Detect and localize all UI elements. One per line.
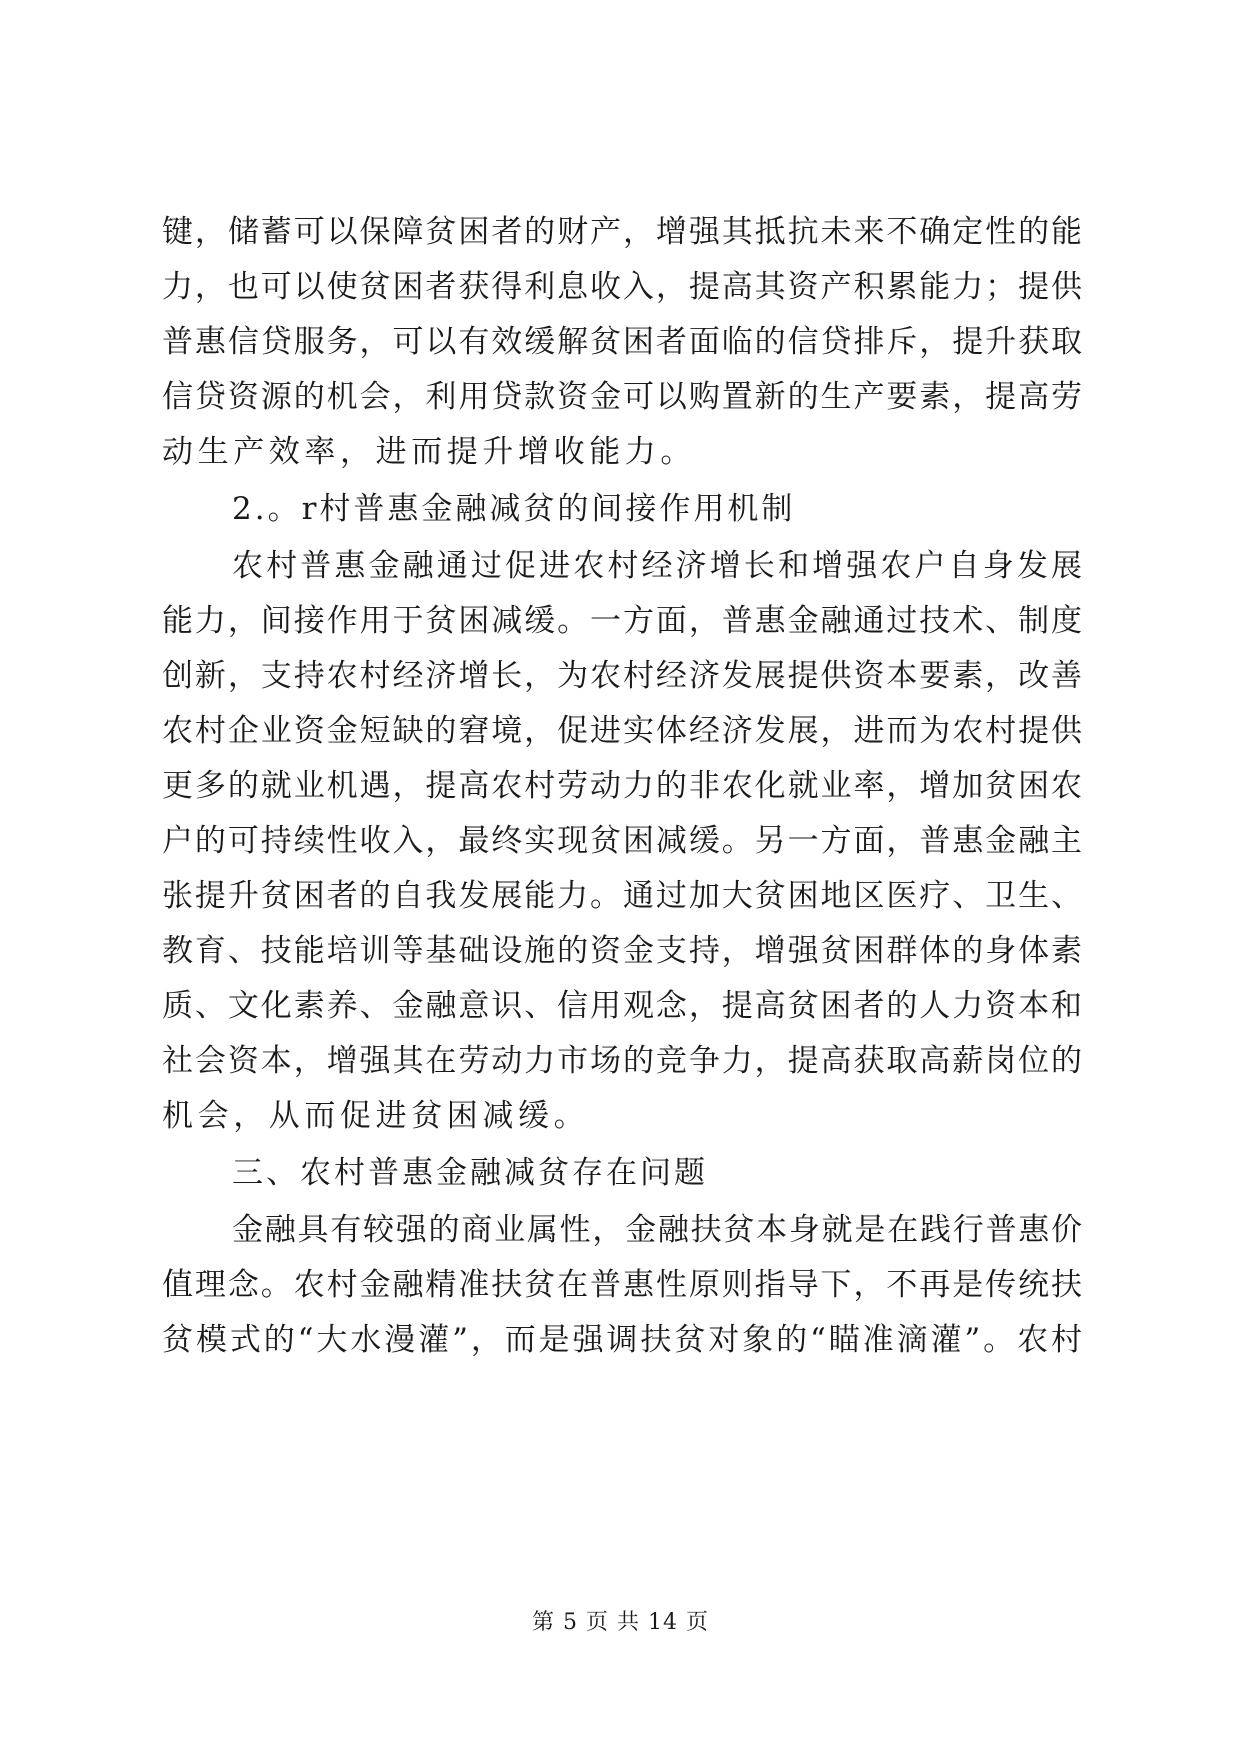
section-heading: 三、农村普惠金融减贫存在问题 xyxy=(232,1155,708,1191)
text-line: 教育、技能培训等基础设施的资金支持，增强贫困群体的身体素 xyxy=(162,933,1082,969)
text-line: 社会资本，增强其在劳动力市场的竞争力，提高获取高薪岗位的 xyxy=(162,1043,1082,1079)
page-number-footer: 第 5 页 共 14 页 xyxy=(532,1610,709,1635)
text-line: 创新，支持农村经济增长，为农村经济发展提供资本要素，改善 xyxy=(162,658,1082,694)
text-line: 贫模式的“大水漫灌”，而是强调扶贫对象的“瞄准滴灌”。农村 xyxy=(162,1322,1082,1358)
text-line: 能力，间接作用于贫困减缓。一方面，普惠金融通过技术、制度 xyxy=(162,603,1082,639)
text-line: 更多的就业机遇，提高农村劳动力的非农化就业率，增加贫困农 xyxy=(162,768,1082,804)
text-line: 普惠信贷服务，可以有效缓解贫困者面临的信贷排斥，提升获取 xyxy=(162,324,1082,360)
text-line: 动生产效率，进而提升增收能力。 xyxy=(162,434,696,470)
text-line: 张提升贫困者的自我发展能力。通过加大贫困地区医疗、卫生、 xyxy=(162,878,1082,914)
text-line: 信贷资源的机会，利用贷款资金可以购置新的生产要素，提高劳 xyxy=(162,379,1082,415)
text-line: 农村普惠金融通过促进农村经济增长和增强农户自身发展 xyxy=(232,548,1082,584)
text-line: 户的可持续性收入，最终实现贫困减缓。另一方面，普惠金融主 xyxy=(162,823,1082,859)
text-line: 金融具有较强的商业属性，金融扶贫本身就是在践行普惠价 xyxy=(232,1212,1082,1248)
text-line: 值理念。农村金融精准扶贫在普惠性原则指导下，不再是传统扶 xyxy=(162,1267,1082,1303)
text-line: 力，也可以使贫困者获得利息收入，提高其资产积累能力；提供 xyxy=(162,269,1082,305)
text-line: 机会，从而促进贫困减缓。 xyxy=(162,1098,590,1134)
section-heading: 2.。r村普惠金融减贫的间接作用机制 xyxy=(232,491,796,527)
text-line: 键，储蓄可以保障贫困者的财产，增强其抵抗未来不确定性的能 xyxy=(162,214,1082,250)
text-line: 农村企业资金短缺的窘境，促进实体经济发展，进而为农村提供 xyxy=(162,713,1082,749)
text-line: 质、文化素养、金融意识、信用观念，提高贫困者的人力资本和 xyxy=(162,988,1082,1024)
